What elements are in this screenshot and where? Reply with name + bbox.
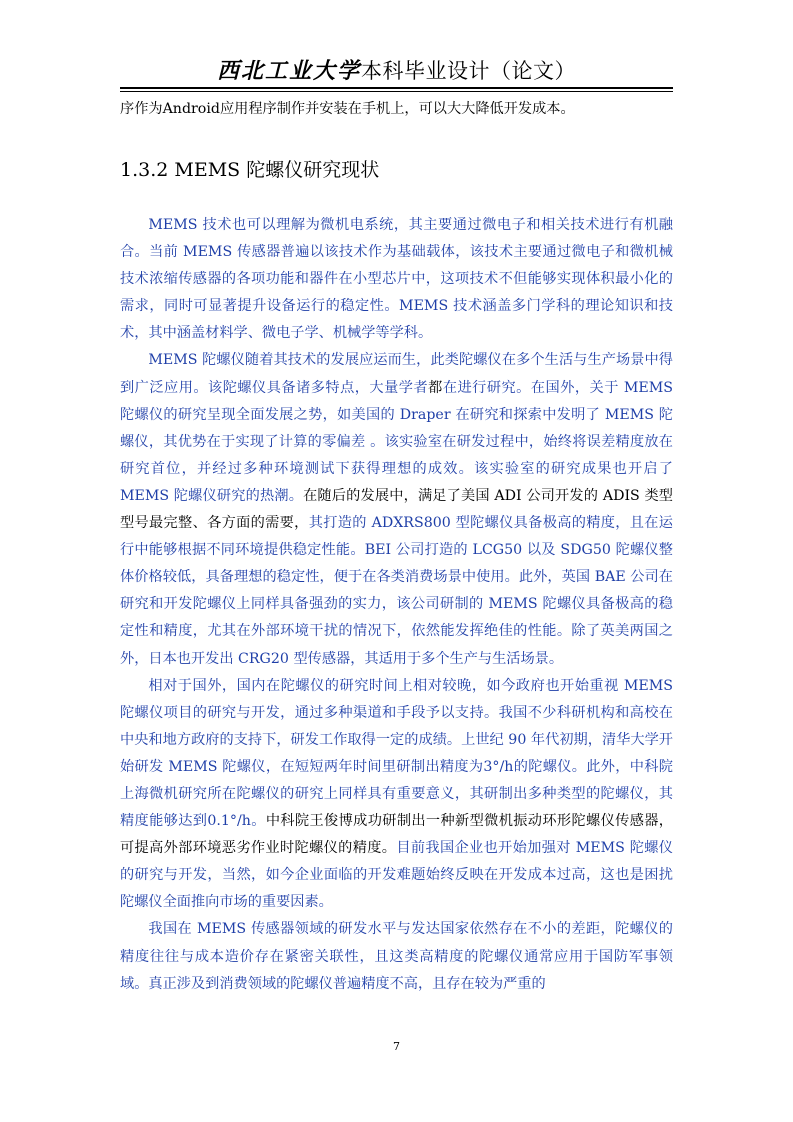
paragraph-segment: 在进行研究。在国外，关于 MEMS 陀螺仪的研究呈现全面发展之势，如美国的 Draper 在研究和探索中发明了 MEMS 陀螺仪，其优势在于实现了计算的零偏差 。该实验室在研发过程中，始终将误差精度放在研究首位，并经过多种环境测试下获得理想的成效。该实验室的研究成果也开启了 MEMS 陀螺仪研究的热潮。 [120, 379, 673, 504]
paragraph [120, 347, 673, 672]
paragraph-segment: MEMS 技术也可以理解为微机电系统，其主要通过微电子和相关技术进行有机融合。当前 MEMS 传感器普遍以该技术作为基础载体，该技术主要通过微电子和微机械技术浓缩传感器的各项功能和器件在小型芯片中，这项技术不但能够实现体积最小化的需求，同时可显著提升设备运行的稳定性。MEMS 技术涵盖多门学科的理论知识和技术，其中涵盖材料学、微电子学、机械学等学科。 [120, 217, 673, 342]
paragraph-segment: 相对于国外，国内在陀螺仪的研究时间上相对较晚，如今政府也开始重视 MEMS 陀螺仪项目的研究与开发，通过多种渠道和手段予以支持。我国不少科研机构和高校在中央和地方政府的支持下，研发工作取得一定的成绩。上世纪 90 年代初期，清华大学开始研发 MEMS 陀螺仪，在短短两年时间里研制出精度为3°/h的陀螺仪。此外，中科院上海微机研究所在陀螺仪的研究上同样具有重要意义，其研制出多种类型的陀螺仪，其精度能够达到0.1°/h。 [120, 677, 673, 830]
paragraph-segment: 中科院王俊博成功研制出一种新型微机振动环形陀螺仪传感器，可提高外部环境恶劣作业时陀螺仪的精度。 [120, 813, 673, 857]
header-rule-thin [120, 91, 673, 92]
university-name: 西北工业大学 [216, 58, 361, 84]
paragraph-segment: 在随后的发展中，满足了美国 ADI 公司开发的 ADIS 类型型号最完整、各方面的需要， [120, 487, 673, 532]
paragraph-segment: 其打造的 ADXRS800 型陀螺仪具备极高的精度，且在运行中能够根据不同环境提供稳定性能。BEI 公司打造的 LCG50 以及 SDG50 陀螺仪整体价格较低，具备理想的稳定性，便于在各类消费场景中使用。此外，英国 BAE 公司在研究和开发陀螺仪上同样具备强劲的实力，该公司研制的 MEMS 陀螺仪具备极高的稳定性和精度，尤其在外部环境干扰的情况下，依然能发挥绝佳的性能。除了英美两国之外，日本也开发出 CRG20 型传感器，其适用于多个生产与生活场景。 [120, 515, 673, 667]
paragraph-segment: 目前我国企业也开始加强对 MEMS 陀螺仪的研究与开发，当然，如今企业面临的开发难题始终反映在开发成本过高，这也是困扰陀螺仪全面推向市场的重要因素。 [120, 840, 673, 911]
header-title: 本科毕业设计（论文） [361, 59, 576, 83]
paragraph [120, 916, 673, 997]
paragraph-segment: MEMS 陀螺仪随着其技术的发展应运而生，此类陀螺仪在多个生活与生产场景中得到广泛应用。该陀螺仪具备诸多特点，大量学者 [120, 352, 673, 396]
body-text [120, 212, 673, 998]
continued-text-line: 序作为Android应用程序制作并安装在手机上，可以大大降低开发成本。 [120, 101, 575, 117]
header-rule-thick [120, 87, 673, 89]
paragraph-segment: 都 [428, 379, 443, 396]
page-number: 7 [393, 1040, 400, 1053]
page-header [120, 54, 673, 86]
paragraph [120, 212, 673, 347]
section-heading: 1.3.2 MEMS 陀螺仪研究现状 [120, 159, 380, 181]
paragraph [120, 673, 673, 917]
paragraph-segment: 我国在 MEMS 传感器领域的研发水平与发达国家依然存在不小的差距，陀螺仪的精度往往与成本造价存在紧密关联性，且这类高精度的陀螺仪通常应用于国防军事领域。真正涉及到消费领域的陀螺仪普遍精度不高，且存在较为严重的 [120, 921, 673, 992]
